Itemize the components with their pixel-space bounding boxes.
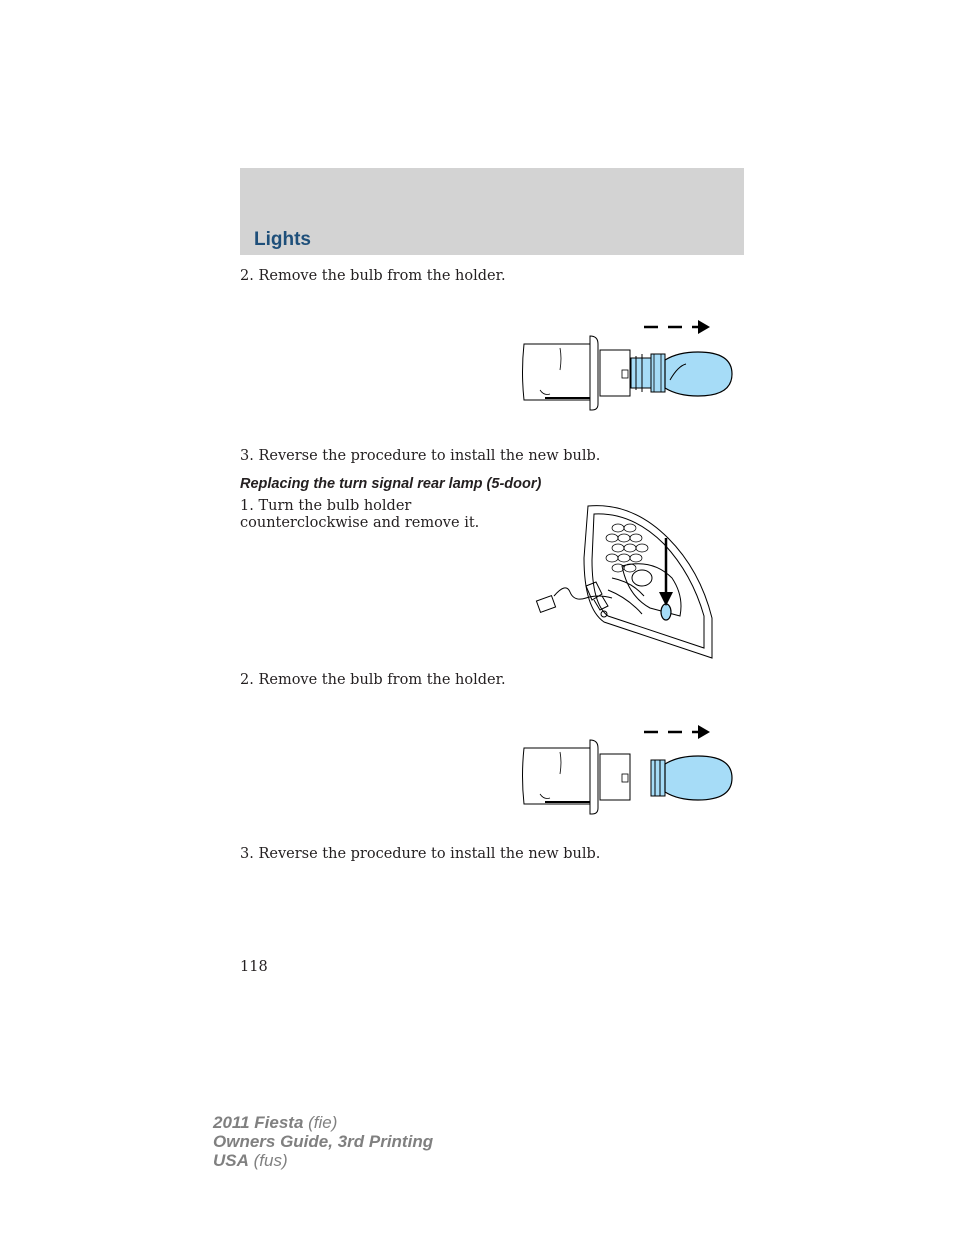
- footer-line-1: [213, 1113, 433, 1132]
- section-title: Lights: [254, 229, 311, 250]
- step-a-3-text: 3. Reverse the procedure to install the new bulb.: [240, 448, 601, 464]
- document-footer: [213, 1113, 433, 1170]
- page-number: 118: [240, 959, 268, 975]
- footer-line-3: [213, 1151, 433, 1170]
- step-b-2-text: 2. Remove the bulb from the holder.: [240, 672, 506, 688]
- bulb-removal-figure-1: [520, 318, 736, 414]
- step-a-2-text: 2. Remove the bulb from the holder.: [240, 268, 506, 284]
- step-b-1-text-line2: counterclockwise and remove it.: [240, 515, 480, 531]
- rear-lamp-assembly-figure: [532, 498, 716, 660]
- step-b-1-text-line1: 1. Turn the bulb holder: [240, 498, 412, 514]
- step-b-3-text: 3. Reverse the procedure to install the new bulb.: [240, 846, 601, 862]
- rear-lamp-assembly-illustration: [536, 506, 712, 658]
- bulb-removal-illustration: [523, 725, 733, 814]
- footer-model-code: (fie): [303, 1113, 338, 1132]
- footer-model: 2011 Fiesta: [213, 1113, 304, 1132]
- footer-market-code: (fus): [248, 1151, 288, 1170]
- subheading-turn-signal-rear-lamp: Replacing the turn signal rear lamp (5-door): [240, 476, 542, 492]
- footer-line-2: Owners Guide, 3rd Printing: [213, 1132, 434, 1151]
- bulb-removal-illustration: [523, 320, 733, 410]
- bulb-removal-figure-2: [520, 722, 736, 818]
- footer-market: USA: [213, 1151, 249, 1170]
- section-header-band: [240, 168, 744, 255]
